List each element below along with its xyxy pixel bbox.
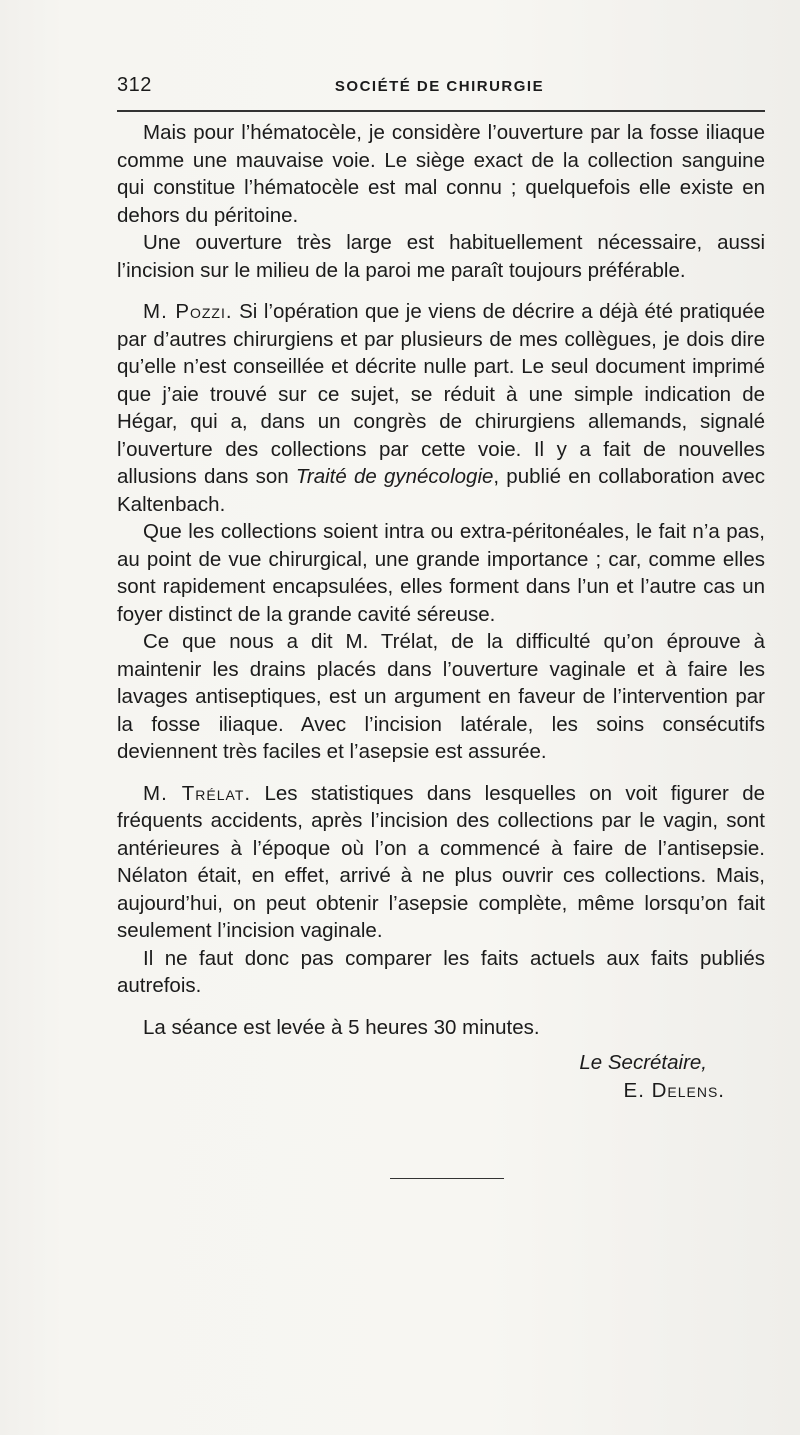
- pozzi-text-b: , publié en collaboration avec Kaltenbach.: [117, 465, 765, 516]
- paragraph-pozzi: [117, 298, 765, 518]
- paragraph-1: Mais pour l’hématocèle, je considère l’ouverture par la fosse iliaque comme une mauvaise voie. Le siège exact de la collection sanguine qui constitue l’hématocèle est mal connu ; quelquefois elle existe en dehors du péritoine.: [117, 121, 765, 227]
- signature-title: Le Secrétaire,: [579, 1051, 707, 1074]
- body-text: [117, 119, 765, 1104]
- paragraph-5: Ce que nous a dit M. Trélat, de la difficulté qu’on éprouve à maintenir les drains placés dans l’ouverture vaginale et à faire les lavages antiseptiques, est un argument en faveur de l’intervention par la fosse iliaque. Avec l’incision latérale, les soins consécutifs deviennent très faciles et l’asepsie est assurée.: [117, 630, 765, 763]
- page-number: 312: [117, 74, 152, 96]
- running-title: SOCIÉTÉ DE CHIRURGIE: [334, 78, 545, 95]
- speaker-trelat: M. Trélat.: [143, 781, 252, 805]
- paragraph-7: Il ne faut donc pas comparer les faits actuels aux faits publiés autrefois.: [117, 946, 765, 997]
- end-rule: [390, 1178, 504, 1179]
- paragraph-4: Que les collections soient intra ou extra-péritonéales, le fait n’a pas, au point de vue chirurgical, une grande importance ; car, comme elles sont rapidement encapsulées, elles forment dans l’un et l’autre cas un foyer distinct de la grande cavité séreuse.: [117, 520, 765, 626]
- paragraph-2: Une ouverture très large est habituellement nécessaire, aussi l’incision sur le milieu de la paroi me paraît toujours préférable.: [117, 231, 765, 282]
- pozzi-text-a: Si l’opération que je viens de décrire a déjà été pratiquée par d’autres chirurgiens et par plusieurs de mes collègues, je dois dire qu’elle n’est conseillée et décrite nulle part. Le seul document imprimé que j’aie trouvé sur ce sujet, se réduit à une simple indication de Hégar, qui a, dans un congrès de chirurgiens allemands, signalé l’ouverture des collections par cette voie. Il y a fait de nouvelles allusions dans son: [117, 300, 765, 488]
- paragraph-trelat: [117, 780, 765, 945]
- book-title: Traité de gynécologie: [295, 465, 494, 488]
- signature-name: E. Delens.: [623, 1078, 725, 1102]
- speaker-pozzi: M. Pozzi.: [143, 300, 233, 323]
- session-closing: La séance est levée à 5 heures 30 minutes.: [143, 1015, 540, 1039]
- page-header: [117, 72, 762, 102]
- trelat-text: Les statistiques dans lesquelles on voit figurer de fréquents accidents, après l’incision des collections par le vagin, sont antérieures à l’époque où l’on a commencé à faire de l’antisepsie. Nélaton était, en effet, arrivé à ne plus ouvrir ces collections. Mais, aujourd’hui, on peut obtenir l’asepsie complète, même lorsqu’on fait seulement l’incision vaginale.: [117, 781, 765, 942]
- header-rule: [117, 110, 765, 112]
